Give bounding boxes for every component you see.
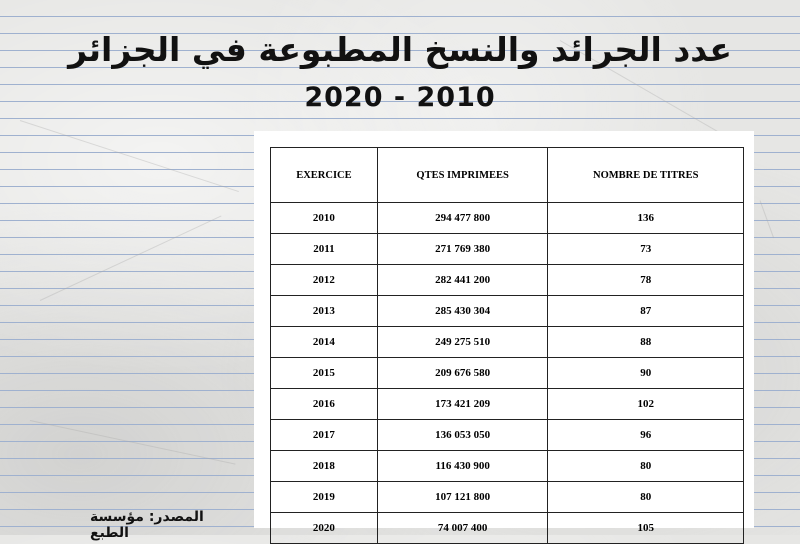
- cell-qty: 136 053 050: [377, 420, 548, 451]
- header-nombre-de-titres: NOMBRE DE TITRES: [548, 148, 744, 203]
- cell-titles: 102: [548, 389, 744, 420]
- cell-titles: 88: [548, 327, 744, 358]
- header-exercice: EXERCICE: [271, 148, 378, 203]
- table-row: [271, 234, 744, 265]
- table-row: [271, 265, 744, 296]
- cell-year: 2020: [271, 513, 378, 544]
- cell-year: 2019: [271, 482, 378, 513]
- cell-year: 2011: [271, 234, 378, 265]
- cell-qty: 107 121 800: [377, 482, 548, 513]
- table-header-row: [271, 148, 744, 203]
- cell-titles: 90: [548, 358, 744, 389]
- cell-year: 2015: [271, 358, 378, 389]
- cell-qty: 271 769 380: [377, 234, 548, 265]
- cell-titles: 78: [548, 265, 744, 296]
- cell-qty: 116 430 900: [377, 451, 548, 482]
- cell-titles: 105: [548, 513, 744, 544]
- cell-titles: 80: [548, 451, 744, 482]
- cell-year: 2016: [271, 389, 378, 420]
- table-row: [271, 420, 744, 451]
- paper-crease: [760, 200, 775, 238]
- table-row: [271, 451, 744, 482]
- cell-qty: 294 477 800: [377, 203, 548, 234]
- source-note: المصدر: مؤسسة الطبع: [90, 509, 204, 541]
- cell-qty: 249 275 510: [377, 327, 548, 358]
- cell-qty: 285 430 304: [377, 296, 548, 327]
- cell-titles: 87: [548, 296, 744, 327]
- table-row: [271, 389, 744, 420]
- cell-year: 2018: [271, 451, 378, 482]
- year-range: 2020 - 2010: [304, 82, 496, 113]
- paper-crease: [30, 420, 236, 465]
- cell-titles: 96: [548, 420, 744, 451]
- cell-qty: 282 441 200: [377, 265, 548, 296]
- cell-qty: 173 421 209: [377, 389, 548, 420]
- header-qtes-imprimees: QTES IMPRIMEES: [377, 148, 548, 203]
- table-row: [271, 358, 744, 389]
- cell-titles: 136: [548, 203, 744, 234]
- table-sheet: [254, 131, 754, 534]
- table-row: [271, 203, 744, 234]
- table-row: [271, 327, 744, 358]
- cell-qty: 74 007 400: [377, 513, 548, 544]
- cell-year: 2010: [271, 203, 378, 234]
- paper-crease: [40, 216, 222, 301]
- cell-qty: 209 676 580: [377, 358, 548, 389]
- paper-crease: [20, 120, 239, 192]
- cell-year: 2013: [271, 296, 378, 327]
- table-row: [271, 513, 744, 544]
- cell-year: 2014: [271, 327, 378, 358]
- cell-titles: 73: [548, 234, 744, 265]
- data-table: [270, 147, 744, 544]
- table-row: [271, 296, 744, 327]
- page-title: عدد الجرائد والنسخ المطبوعة في الجزائر: [68, 30, 732, 69]
- cell-year: 2012: [271, 265, 378, 296]
- cell-year: 2017: [271, 420, 378, 451]
- table-row: [271, 482, 744, 513]
- cell-titles: 80: [548, 482, 744, 513]
